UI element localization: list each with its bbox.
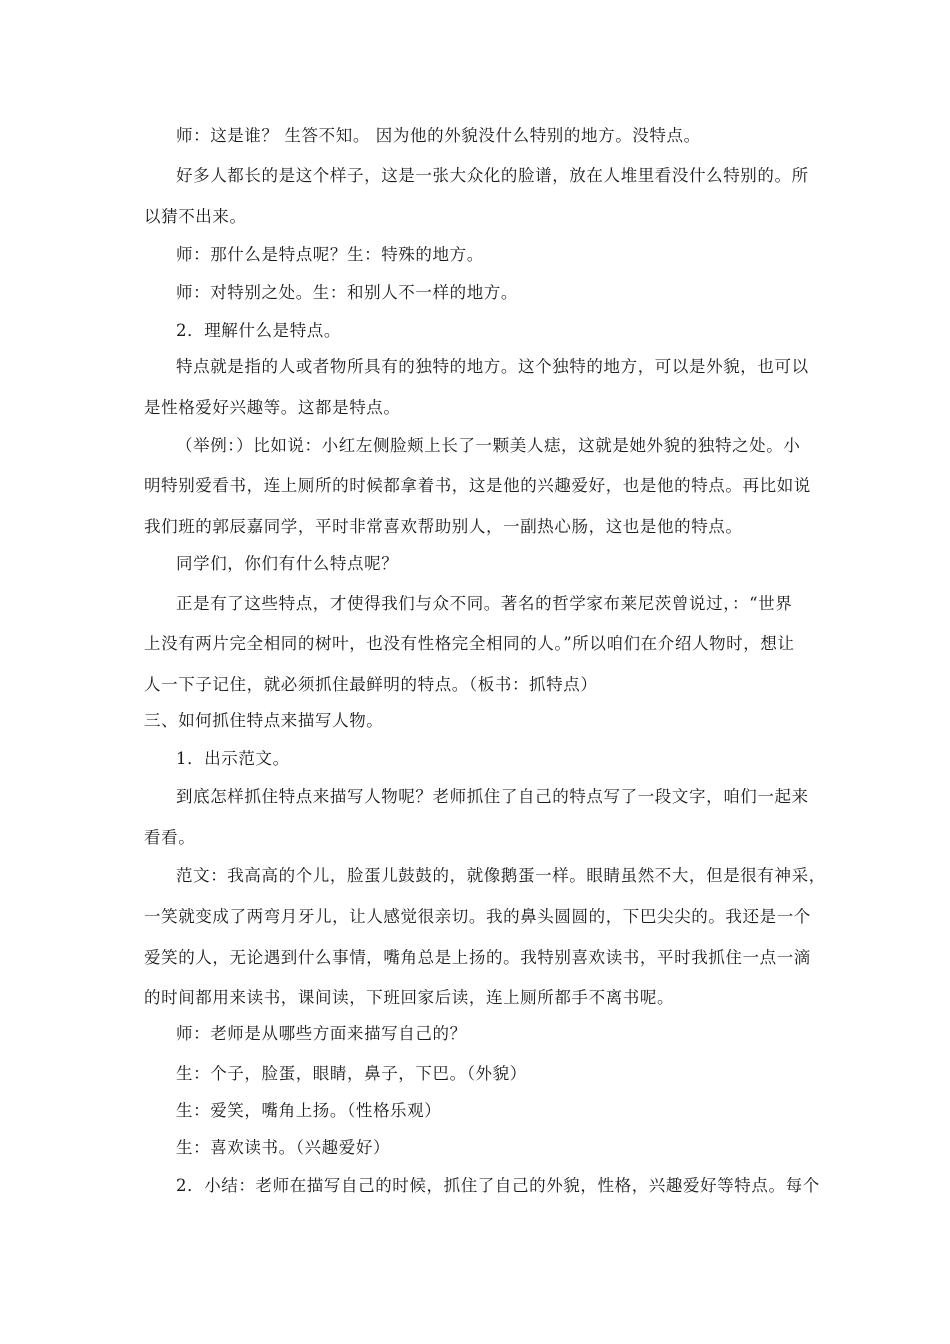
sample-text-line: 范文：我高高的个儿，脸蛋儿鼓鼓的，就像鹅蛋一样。眼睛虽然不大，但是很有神采， — [176, 866, 826, 885]
numbered-heading: 2．理解什么是特点。 — [176, 321, 341, 340]
sample-text-line: 爱笑的人，无论遇到什么事情，嘴角总是上扬的。我特别喜欢读书，平时我抓住一点一滴 — [144, 948, 811, 967]
dialogue-line: 师：那什么是特点呢？生：特殊的地方。 — [176, 245, 484, 264]
dialogue-line: 生：爱笑，嘴角上扬。（性格乐观） — [176, 1101, 442, 1120]
paragraph-line: 明特别爱看书，连上厕所的时候都拿着书，这是他的兴趣爱好，也是他的特点。再比如说 — [144, 476, 811, 495]
paragraph-line: 到底怎样抓住特点来描写人物呢？老师抓住了自己的特点写了一段文字，咱们一起来 — [176, 787, 809, 806]
sample-text-line: 一笑就变成了两弯月牙儿，让人感觉很亲切。我的鼻头圆圆的，下巴尖尖的。我还是一个 — [144, 907, 811, 926]
paragraph-line: 正是有了这些特点，才使得我们与众不同。著名的哲学家布莱尼茨曾说过，：“世界 — [176, 594, 793, 613]
paragraph-line: 是性格爱好兴趣等。这都是特点。 — [144, 398, 401, 417]
paragraph-line: 上没有两片完全相同的树叶，也没有性格完全相同的人。”所以咱们在介绍人物时，想让 — [144, 634, 795, 653]
section-heading: 三、如何抓住特点来描写人物。 — [144, 711, 384, 730]
dialogue-line: 生：喜欢读书。（兴趣爱好） — [176, 1138, 391, 1157]
paragraph-line: 人一下子记住，就必须抓住最鲜明的特点。（板书：抓特点） — [144, 675, 598, 694]
dialogue-line: 师：对特别之处。生：和别人不一样的地方。 — [176, 283, 518, 302]
dialogue-line: 师：老师是从哪些方面来描写自己的？ — [176, 1024, 467, 1043]
dialogue-line: 师：这是谁？ 生答不知。 因为他的外貌没什么特别的地方。没特点。 — [176, 126, 701, 145]
sample-text-line: 的时间都用来读书，课间读，下班回家后读，连上厕所都手不离书呢。 — [144, 988, 675, 1007]
paragraph-line: 以猜不出来。 — [144, 207, 247, 226]
paragraph-line: 好多人都长的是这个样子，这是一张大众化的脸谱，放在人堆里看没什么特别的。所 — [176, 166, 809, 185]
dialogue-line: 生：个子，脸蛋，眼睛，鼻子，下巴。（外貌） — [176, 1064, 527, 1083]
paragraph-line: （举例：）比如说：小红左侧脸颊上长了一颗美人痣，这就是她外貌的独特之处。小 — [176, 436, 801, 455]
paragraph-line: 同学们，你们有什么特点呢？ — [176, 554, 399, 573]
numbered-heading: 2．小结：老师在描写自己的时候，抓住了自己的外貌，性格，兴趣爱好等特点。每个 — [176, 1176, 820, 1195]
paragraph-line: 看看。 — [144, 828, 196, 847]
paragraph-line: 我们班的郭辰嘉同学，平时非常喜欢帮助别人，一副热心肠，这也是他的特点。 — [144, 517, 743, 536]
numbered-heading: 1．出示范文。 — [176, 749, 290, 768]
paragraph-line: 特点就是指的人或者物所具有的独特的地方。这个独特的地方，可以是外貌，也可以 — [176, 357, 809, 376]
